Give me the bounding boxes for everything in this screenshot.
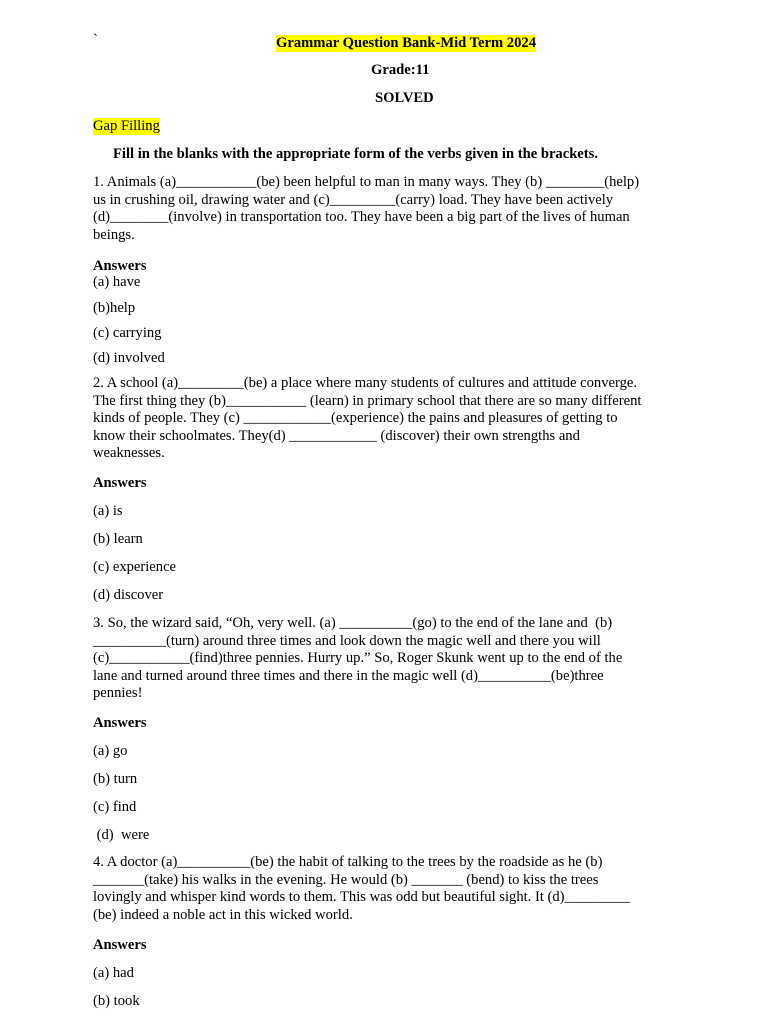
answer-item: (b) learn [93,531,143,547]
question-line: 4. A doctor (a)__________(be) the habit of talking to the trees by the roadside as he (b) [93,854,603,870]
answer-item: (a) have [93,274,141,290]
answers-heading: Answers [93,258,147,274]
grade-label: Grade:11 [371,62,430,78]
question-line: The first thing they (b)___________ (learn) in primary school that there are so many different [93,392,642,409]
answer-item: (b) turn [93,771,138,787]
answer-item: (b) took [93,993,140,1009]
answers-heading: Answers [93,715,147,731]
question-line: (d)________(involve) in transportation too. They have been a big part of the lives of human [93,209,630,225]
question-line: lovingly and whisper kind words to them. This was odd but beautiful sight. It (d)_________ [93,889,631,905]
answer-item: (b)help [93,300,136,316]
question-line: beings. [93,226,135,243]
question-2 [93,375,683,463]
section-instruction: Fill in the blanks with the appropriate form of the verbs given in the brackets. [113,146,598,162]
question-line: __________(turn) around three times and look down the magic well and there you will [93,632,601,649]
question-line: kinds of people. They (c) ____________(experience) the pains and pleasures of getting to [93,410,618,426]
question-4 [93,854,683,924]
question-line: know their schoolmates. They(d) ____________ (discover) their own strengths and [93,427,580,444]
question-1 [93,174,683,244]
solved-label: SOLVED [375,90,434,106]
question-line: 1. Animals (a)___________(be) been helpful to man in many ways. They (b) ________(help) [93,174,640,190]
answer-item: (a) is [93,503,123,519]
question-line: (be) indeed a noble act in this wicked world. [93,906,353,923]
document-title: Grammar Question Bank-Mid Term 2024 [276,35,536,51]
question-line: 2. A school (a)_________(be) a place where many students of cultures and attitude converge. [93,375,637,391]
question-line: (c)___________(find)three pennies. Hurry up.” So, Roger Skunk went up to the end of the [93,650,623,666]
answer-item: (a) go [93,743,128,759]
question-line: 3. So, the wizard said, “Oh, very well. (a) __________(go) to the end of the lane and (b) [93,615,613,631]
answer-item: (c) find [93,799,137,815]
question-line: lane and turned around three times and there in the magic well (d)__________(be)three [93,667,604,684]
answer-item: (d) discover [93,587,164,603]
answers-heading: Answers [93,475,147,491]
answers-heading: Answers [93,937,147,953]
answer-item: (d) involved [93,350,165,366]
answer-item: (d) were [93,827,150,843]
backtick-mark: ` [93,32,98,48]
question-line: weaknesses. [93,445,165,461]
answer-item: (a) had [93,965,134,981]
question-line: pennies! [93,685,143,701]
question-line: us in crushing oil, drawing water and (c)_________(carry) load. They have been actively [93,191,614,208]
question-line: _______(take) his walks in the evening. He would (b) _______ (bend) to kiss the trees [93,871,599,888]
question-3 [93,615,683,703]
section-heading: Gap Filling [93,118,160,134]
answer-item: (c) experience [93,559,177,575]
answer-item: (c) carrying [93,325,162,341]
